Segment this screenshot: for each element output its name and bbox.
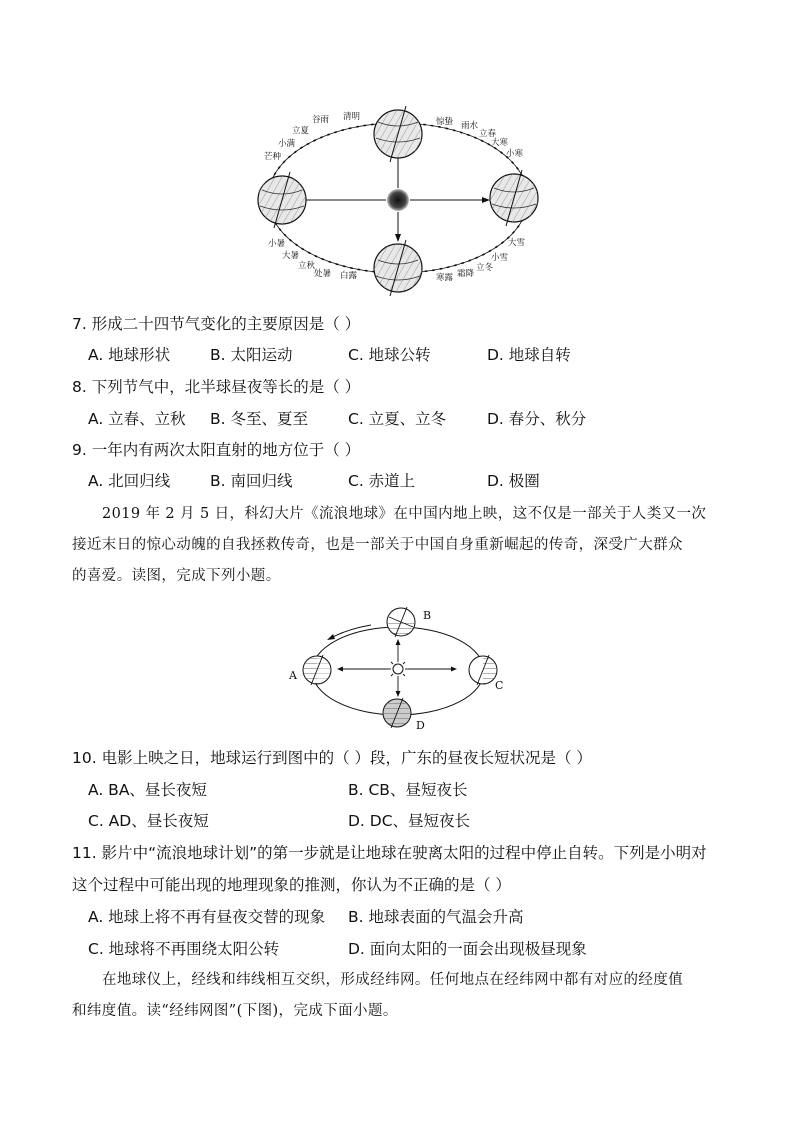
- label-a: A: [289, 669, 297, 682]
- solar-terms-figure: [250, 100, 550, 305]
- term-label: 大暑: [282, 251, 300, 261]
- term-label: 芒种: [264, 152, 282, 162]
- sun-icon: [387, 189, 409, 211]
- term-label: 白露: [340, 271, 358, 281]
- q10-option-c: C. AD、昼长夜短: [88, 812, 209, 830]
- term-label: 小寒: [506, 149, 524, 159]
- q8-option-d: D. 春分、秋分: [487, 410, 587, 428]
- q7-option-a: A. 地球形状: [88, 346, 171, 364]
- q11-option-b: B. 地球表面的气温会升高: [348, 908, 524, 926]
- term-label: 大雪: [508, 238, 526, 248]
- term-label: 雨水: [461, 121, 479, 131]
- orbit-abcd-svg: [285, 603, 510, 733]
- q9-option-b: B. 南回归线: [210, 472, 293, 490]
- q8-option-c: C. 立夏、立冬: [348, 410, 447, 428]
- q11-option-a: A. 地球上将不再有昼夜交替的现象: [88, 908, 326, 926]
- earth-globe-top: [374, 106, 422, 162]
- passage-1-line: 的喜爱。读图，完成下列小题。: [72, 568, 281, 584]
- term-label: 寒露: [436, 273, 454, 283]
- q8-option-b: B. 冬至、夏至: [210, 410, 308, 428]
- q7-option-b: B. 太阳运动: [210, 346, 293, 364]
- label-d: D: [416, 719, 425, 732]
- question-8-stem: 8. 下列节气中，北半球昼夜等长的是（ ）: [72, 378, 361, 396]
- term-label: 立春: [479, 129, 497, 139]
- passage-2-line: 和纬度值。读“经纬网图”(下图)，完成下面小题。: [72, 1003, 398, 1019]
- passage-1-line: 接近末日的惊心动魄的自我拯救传奇，也是一部关于中国自身重新崛起的传奇，深受广大群众: [72, 537, 683, 553]
- earth-globe-right: [490, 170, 538, 226]
- q10-option-d: D. DC、昼短夜长: [348, 812, 471, 830]
- q8-option-a: A. 立春、立秋: [88, 410, 186, 428]
- question-9-stem: 9. 一年内有两次太阳直射的地方位于（ ）: [72, 441, 361, 459]
- label-c: C: [495, 679, 504, 692]
- term-label: 处暑: [314, 269, 332, 279]
- term-label: 小雪: [491, 253, 509, 263]
- sun-icon: [388, 659, 408, 679]
- passage-2: [72, 965, 722, 1027]
- term-label: 霜降: [457, 269, 475, 279]
- question-7-stem: 7. 形成二十四节气变化的主要原因是（ ）: [72, 315, 361, 333]
- q7-option-d: D. 地球自转: [487, 346, 571, 364]
- label-b: B: [423, 609, 432, 622]
- q9-option-d: D. 极圈: [487, 472, 540, 490]
- passage-2-line: 在地球仪上，经线和纬线相互交织，形成经纬网。任何地点在经纬网中都有对应的经度值: [102, 972, 684, 988]
- earth-globe-d: [383, 698, 411, 728]
- earth-globe-b: [387, 607, 415, 637]
- solar-terms-svg: [250, 100, 550, 305]
- earth-globe-left: [258, 172, 306, 228]
- q11-option-c: C. 地球将不再围绕太阳公转: [88, 940, 280, 958]
- earth-globe-bottom: [374, 240, 422, 296]
- term-label: 立夏: [292, 126, 310, 136]
- question-11-stem-line2: 这个过程中可能出现的地理现象的推测，你认为不正确的是（ ）: [72, 876, 511, 894]
- question-11-stem-line1: 11. 影片中“流浪地球计划”的第一步就是让地球在驶离太阳的过程中停止自转。下列是小明对: [72, 844, 707, 862]
- orbit-abcd-figure: [285, 603, 510, 733]
- q10-option-b: B. CB、昼短夜长: [348, 781, 468, 799]
- term-label: 立秋: [298, 261, 316, 271]
- term-label: 立冬: [476, 263, 494, 273]
- q7-option-c: C. 地球公转: [348, 346, 431, 364]
- q9-option-a: A. 北回归线: [88, 472, 171, 490]
- term-label: 小满: [278, 139, 296, 149]
- passage-1: [72, 499, 722, 592]
- term-label: 大寒: [491, 138, 509, 148]
- earth-globe-a: [303, 655, 331, 685]
- question-10-stem: 10. 电影上映之日，地球运行到图中的（ ）段，广东的昼夜长短状况是（ ）: [72, 749, 592, 767]
- earth-globe-c: [469, 655, 497, 685]
- q11-option-d: D. 面向太阳的一面会出现极昼现象: [348, 940, 587, 958]
- term-label: 惊蛰: [436, 117, 454, 127]
- q9-option-c: C. 赤道上: [348, 472, 416, 490]
- q10-option-a: A. BA、昼长夜短: [88, 781, 207, 799]
- term-label: 谷雨: [312, 115, 330, 125]
- term-label: 清明: [343, 112, 361, 122]
- passage-1-line: 2019 年 2 月 5 日，科幻大片《流浪地球》在中国内地上映，这不仅是一部关于人类又一次: [102, 506, 707, 522]
- term-label: 小暑: [268, 239, 286, 249]
